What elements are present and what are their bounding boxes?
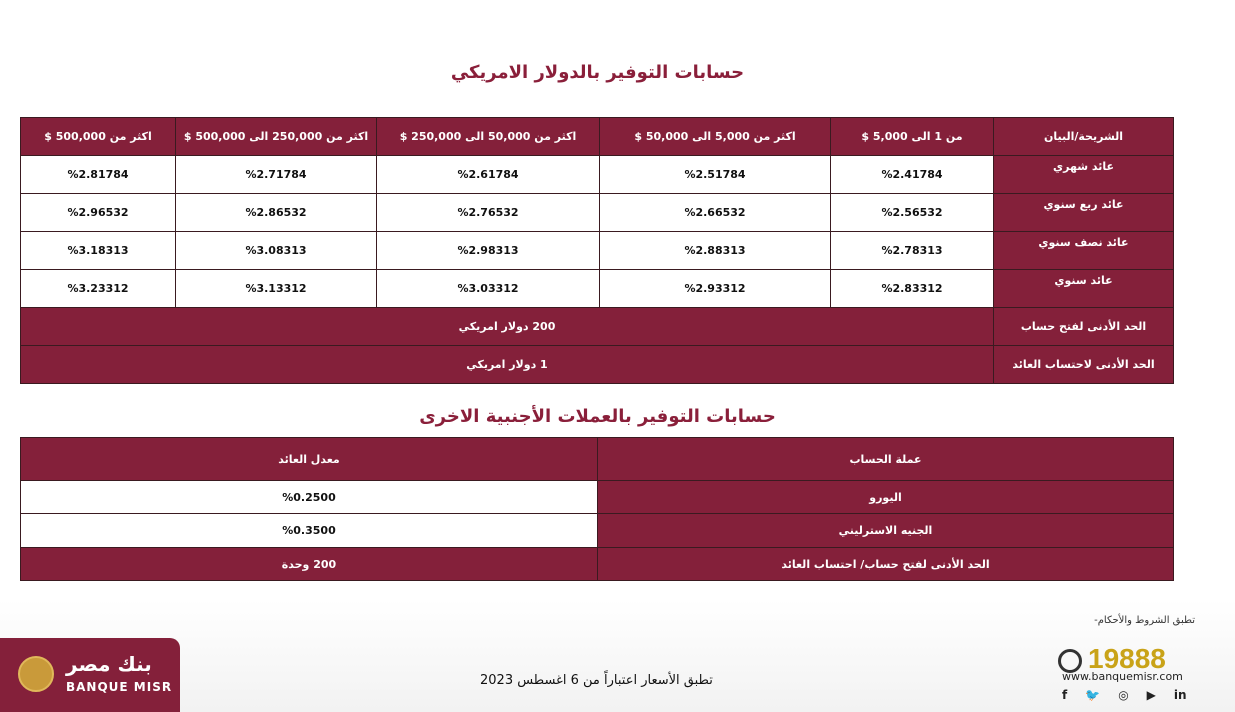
- min-interest-value: 1 دولار امريكي: [21, 346, 994, 384]
- rate-cell: %2.66532: [600, 194, 831, 232]
- rate-cell: %2.78313: [831, 232, 994, 270]
- header-cell: معدل العائد: [21, 438, 598, 481]
- rate-cell: %2.56532: [831, 194, 994, 232]
- rate-cell: %2.61784: [377, 156, 600, 194]
- rate-cell: %2.51784: [600, 156, 831, 194]
- social-links: [1062, 688, 1187, 702]
- effective-date-note: تطبق الأسعار اعتباراً من 6 اغسطس 2023: [480, 673, 713, 688]
- twitter-icon[interactable]: 🐦: [1085, 688, 1101, 702]
- hotline-number: 19888: [1088, 643, 1166, 674]
- min-open-label: الحد الأدنى لفتح حساب: [994, 308, 1174, 346]
- rate-cell: %2.93312: [600, 270, 831, 308]
- website-link[interactable]: www.banquemisr.com: [1062, 670, 1183, 683]
- header-cell: اكثر من 50,000 الى 250,000 $: [377, 118, 600, 156]
- facebook-icon[interactable]: f: [1062, 688, 1068, 702]
- rate-cell: %2.86532: [176, 194, 377, 232]
- bank-logo: [0, 638, 180, 712]
- rate-cell: %2.81784: [21, 156, 176, 194]
- min-interest-label: الحد الأدنى لاحتساب العائد: [994, 346, 1174, 384]
- instagram-icon[interactable]: ◎: [1118, 688, 1129, 702]
- min-open-value: 200 دولار امريكي: [21, 308, 994, 346]
- table-row: [21, 156, 1174, 194]
- table-row: [21, 481, 1174, 514]
- rate-cell: %2.41784: [831, 156, 994, 194]
- table-row: [21, 232, 1174, 270]
- table-row: [21, 194, 1174, 232]
- row-label: عائد ربع سنوي: [994, 194, 1174, 232]
- logo-english: BANQUE MISR: [66, 680, 173, 694]
- fx-title: حسابات التوفير بالعملات الأجنبية الاخرى: [419, 406, 776, 427]
- linkedin-icon[interactable]: in: [1173, 688, 1187, 702]
- header-cell: اكثر من 250,000 الى 500,000 $: [176, 118, 377, 156]
- seal-icon: [18, 656, 54, 692]
- rate-cell: %3.03312: [377, 270, 600, 308]
- phone-icon: [1058, 649, 1082, 673]
- rate-cell: %0.2500: [21, 481, 598, 514]
- row-label: عائد سنوي: [994, 270, 1174, 308]
- logo-arabic: بنك مصر: [66, 652, 152, 676]
- currency-cell: الجنيه الاسترليني: [598, 514, 1174, 548]
- footer-band: [0, 600, 1235, 712]
- rate-cell: %0.3500: [21, 514, 598, 548]
- rate-cell: %3.08313: [176, 232, 377, 270]
- header-row: [21, 118, 1174, 156]
- rate-cell: %2.83312: [831, 270, 994, 308]
- rate-cell: %3.13312: [176, 270, 377, 308]
- row-label: عائد نصف سنوي: [994, 232, 1174, 270]
- header-cell: عملة الحساب: [598, 438, 1174, 481]
- usd-rates-table: [20, 117, 1174, 384]
- fx-rates-table: [20, 437, 1174, 581]
- min-value: 200 وحدة: [21, 548, 598, 581]
- table-row: [21, 270, 1174, 308]
- table-row: [21, 514, 1174, 548]
- rate-cell: %2.76532: [377, 194, 600, 232]
- rate-cell: %2.98313: [377, 232, 600, 270]
- header-cell: من 1 الى 5,000 $: [831, 118, 994, 156]
- min-interest-row: [21, 346, 1174, 384]
- usd-title: حسابات التوفير بالدولار الامريكي: [450, 62, 745, 83]
- rate-cell: %2.71784: [176, 156, 377, 194]
- header-cell: الشريحة/البيان: [994, 118, 1174, 156]
- youtube-icon[interactable]: ▶: [1146, 688, 1156, 702]
- header-cell: اكثر من 5,000 الى 50,000 $: [600, 118, 831, 156]
- rate-cell: %2.96532: [21, 194, 176, 232]
- rate-cell: %3.23312: [21, 270, 176, 308]
- header-cell: اكثر من 500,000 $: [21, 118, 176, 156]
- row-label: عائد شهري: [994, 156, 1174, 194]
- min-row: [21, 548, 1174, 581]
- min-open-row: [21, 308, 1174, 346]
- min-label: الحد الأدنى لفتح حساب/ احتساب العائد: [598, 548, 1174, 581]
- currency-cell: اليورو: [598, 481, 1174, 514]
- rate-cell: %2.88313: [600, 232, 831, 270]
- terms-note: -تطبق الشروط والأحكام: [1094, 615, 1195, 626]
- rate-cell: %3.18313: [21, 232, 176, 270]
